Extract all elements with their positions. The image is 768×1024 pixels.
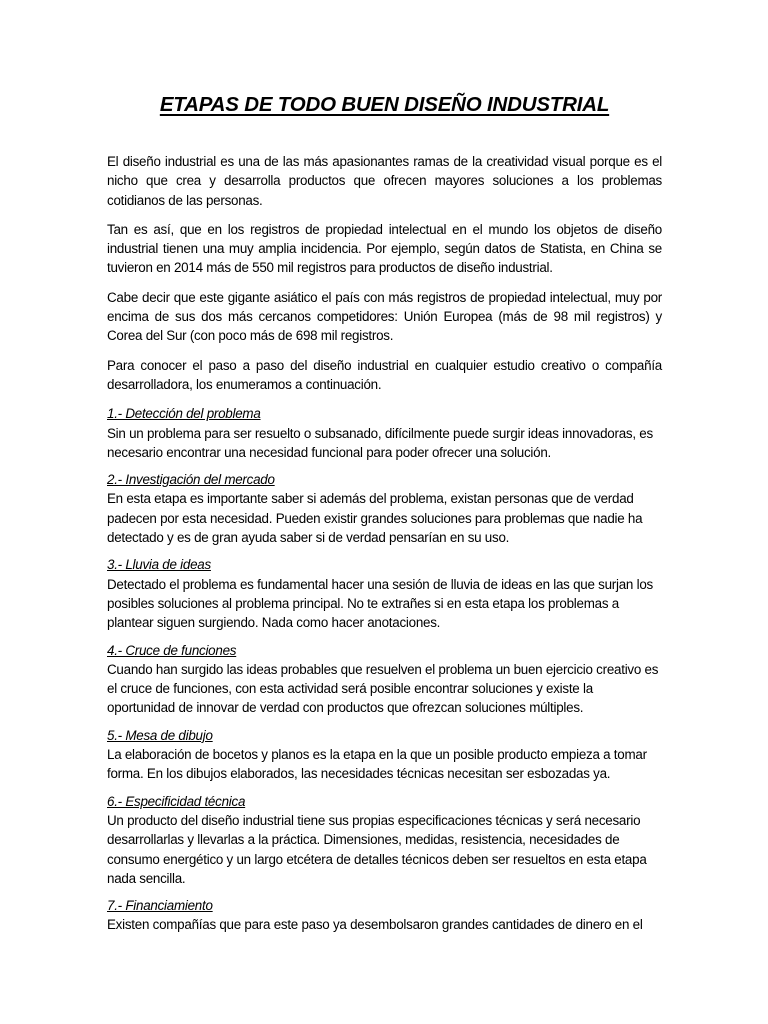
section-body: Existen compañías que para este paso ya desembolsaron grandes cantidades de dinero en el: [107, 917, 643, 933]
intro-paragraph: Para conocer el paso a paso del diseño industrial en cualquier estudio creativo o compañía desarrolladora, los enumeramos a continuación.: [107, 357, 662, 392]
section-heading: 7.- Financiamiento: [107, 898, 213, 914]
section-financing: [107, 896, 662, 935]
section-problem-detection: [107, 404, 662, 462]
section-heading: 5.- Mesa de dibujo: [107, 727, 213, 743]
section-heading: 4.- Cruce de funciones: [107, 642, 237, 658]
section-heading: 1.- Detección del problema: [107, 406, 261, 422]
intro-paragraph: El diseño industrial es una de las más apasionantes ramas de la creatividad visual porque es el nicho que crea y desarrolla productos que ofrecen mayores soluciones a los problemas cotidianos de las personas.: [107, 154, 662, 208]
section-body: Cuando han surgido las ideas probables que resuelven el problema un buen ejercicio creativo es el cruce de funciones, con esta actividad será posible encontrar soluciones y existe la oportunidad de innovar de verdad con productos que ofrezcan soluciones múltiples.: [107, 661, 659, 716]
section-drawing-table: [107, 726, 662, 784]
document-title: ETAPAS DE TODO BUEN DISEÑO INDUSTRIAL: [159, 93, 610, 116]
section-function-crossing: [107, 641, 662, 718]
section-heading: 2.- Investigación del mercado: [107, 472, 275, 488]
section-body: La elaboración de bocetos y planos es la etapa en la que un posible producto empieza a tomar forma. En los dibujos elaborados, las necesidades técnicas necesitan ser esbozadas ya.: [107, 747, 647, 782]
section-body: En esta etapa es importante saber si además del problema, existan personas que de verdad padecen por esta necesidad. Pueden existir grandes soluciones para problemas que nadie ha detectado y es de gran ayuda saber si de verdad pensarían en su uso.: [107, 491, 643, 546]
section-body: Un producto del diseño industrial tiene sus propias especificaciones técnicas y será necesario desarrollarlas y llevarlas a la práctica. Dimensiones, medidas, resistencia, necesidades de consumo energético y un largo etcétera de detalles técnicos deben ser resueltos en esta etapa nada sencilla.: [107, 812, 647, 886]
intro-paragraph: Cabe decir que este gigante asiático el país con más registros de propiedad intelectual, muy por encima de sus dos más cercanos competidores: Unión Europea (más de 98 mil registros) y Corea del Sur (con poco más de 698 mil registros.: [107, 289, 662, 344]
section-heading: 6.- Especificidad técnica: [107, 793, 246, 809]
section-body: Sin un problema para ser resuelto o subsanado, difícilmente puede surgir ideas innovadoras, es necesario encontrar una necesidad funcional para poder ofrecer una solución.: [107, 425, 653, 460]
section-market-research: [107, 470, 662, 547]
intro-paragraph: Tan es así, que en los registros de propiedad intelectual en el mundo los objetos de diseño industrial tienen una muy amplia incidencia. Por ejemplo, según datos de Statista, en China se tuvieron en 2014 más de 550 mil registros para productos de diseño industrial.: [107, 221, 662, 276]
section-heading: 3.- Lluvia de ideas: [107, 557, 211, 573]
section-technical-specificity: [107, 792, 662, 888]
section-body: Detectado el problema es fundamental hacer una sesión de lluvia de ideas en las que surjan los posibles soluciones al problema principal. No te extrañes si en esta etapa los problemas a plantear siguen surgiendo. Nada como hacer anotaciones.: [107, 576, 653, 631]
section-brainstorming: [107, 555, 662, 632]
